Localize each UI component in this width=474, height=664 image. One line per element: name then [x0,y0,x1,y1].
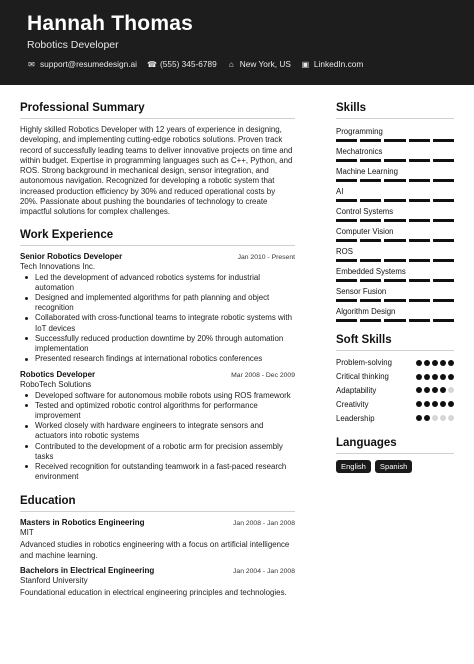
experience-title: Work Experience [20,229,295,246]
soft-skill-row [336,356,454,370]
home-icon: ⌂ [228,59,234,69]
job-company: Tech Innovations Inc. [20,261,96,271]
skill-bar-segment [433,139,454,142]
skill-bar-segment [360,299,381,302]
rating-dot [448,415,454,421]
contact-phone[interactable] [147,59,217,69]
skill-bar-segment [360,239,381,242]
education-entry [20,518,295,561]
languages-section [336,437,454,473]
skill-level-bar [336,159,454,162]
skills-title: Skills [336,102,454,119]
job-entry [20,370,295,483]
soft-skills-section [336,334,454,425]
rating-dot [432,374,438,380]
skill-label: Programming [336,127,383,136]
skill-bar-segment [336,299,357,302]
skill-bar-segment [360,319,381,322]
skill-label: Machine Learning [336,167,398,176]
skill-level-bar [336,299,454,302]
soft-skills-title: Soft Skills [336,334,454,351]
soft-skill-rating [416,415,454,421]
contact-email[interactable] [27,59,137,69]
skill-bar-segment [384,139,405,142]
sidebar-column [336,102,454,473]
skill-bar-segment [433,279,454,282]
skill-bar-segment [360,259,381,262]
rating-dot [448,401,454,407]
soft-skill-label: Critical thinking [336,372,389,382]
soft-skill-row [336,384,454,398]
skill-label: Embedded Systems [336,267,406,276]
skill-bar-segment [360,159,381,162]
skill-bar-segment [409,219,430,222]
rating-dot [416,401,422,407]
rating-dot [440,415,446,421]
skill-bar-segment [336,219,357,222]
job-title: Robotics Developer [20,369,96,379]
skill-bar-segment [384,219,405,222]
skill-bar-segment [433,159,454,162]
rating-dot [424,360,430,366]
email-text: support@resumedesign.ai [40,59,137,69]
skill-label: ROS [336,247,353,256]
job-bullet: Successfully reduced production downtime by 20% through automation implementation [20,334,295,354]
rating-dot [424,401,430,407]
skill-level-bar [336,279,454,282]
skill-bar-segment [409,159,430,162]
skill-bar-segment [433,239,454,242]
soft-skill-label: Adaptability [336,385,377,395]
rating-dot [440,360,446,366]
skill-bar-segment [360,199,381,202]
rating-dot [424,387,430,393]
soft-skill-row [336,370,454,384]
degree-dates: Jan 2008 - Jan 2008 [233,520,295,528]
degree-title: Bachelors in Electrical Engineering [20,565,155,575]
skill-bar-segment [409,239,430,242]
education-entry [20,566,295,598]
rating-dot [432,401,438,407]
languages-title: Languages [336,437,454,454]
skill-label: Algorithm Design [336,307,396,316]
education-section [20,495,295,598]
job-bullet: Collaborated with cross-functional teams to integrate robotic systems with IoT devices [20,313,295,333]
job-bullet: Received recognition for outstanding teamwork in a fast-paced research environment [20,462,295,482]
resume-header [0,0,474,85]
skill-label: Control Systems [336,207,394,216]
skill-bar-segment [409,279,430,282]
skill-level-bar [336,199,454,202]
skill-bar-segment [433,179,454,182]
rating-dot [424,374,430,380]
skill-bar-segment [336,319,357,322]
education-title: Education [20,495,295,512]
skill-bar-segment [360,279,381,282]
skill-level-bar [336,259,454,262]
rating-dot [416,360,422,366]
skill-bar-segment [384,199,405,202]
job-bullet: Designed and implemented algorithms for path planning and object recognition [20,293,295,313]
skill-bar-segment [384,279,405,282]
soft-skill-row [336,411,454,425]
phone-text: (555) 345-6789 [159,59,217,69]
main-column [20,102,295,598]
skill-bar-segment [433,299,454,302]
rating-dot [416,374,422,380]
skill-level-bar [336,219,454,222]
rating-dot [432,387,438,393]
rating-dot [440,374,446,380]
language-badge: Spanish [375,460,412,473]
contact-location [227,59,291,69]
skill-bar-segment [360,179,381,182]
skill-bar-segment [409,179,430,182]
languages-list [336,460,454,473]
skill-bar-segment [409,259,430,262]
skill-bar-segment [433,319,454,322]
contact-linkedin[interactable] [301,59,363,69]
soft-skill-label: Creativity [336,399,369,409]
job-bullet: Contributed to the development of a robotic arm for precision assembly tasks [20,442,295,462]
rating-dot [416,415,422,421]
job-bullet: Presented research findings at international robotics conferences [20,354,295,364]
skill-bar-segment [384,239,405,242]
rating-dot [448,387,454,393]
skill-level-bar [336,239,454,242]
skill-label: Mechatronics [336,147,383,156]
language-badge: English [336,460,371,473]
soft-skill-label: Leadership [336,413,375,423]
job-bullet: Led the development of advanced robotics systems for industrial automation [20,273,295,293]
contact-bar [27,59,363,69]
experience-section [20,229,295,483]
skill-bar-segment [360,139,381,142]
school-name: Stanford University [20,575,88,585]
skill-bar-segment [433,259,454,262]
degree-description: Advanced studies in robotics engineering with a focus on artificial intelligence and machine learning. [20,540,290,560]
rating-dot [448,374,454,380]
skill-bar-segment [409,199,430,202]
job-bullet: Tested and optimized robotic control algorithms for performance improvement [20,401,295,421]
skill-level-bar [336,319,454,322]
skill-bar-segment [384,259,405,262]
phone-icon: ☎ [146,59,157,69]
skill-bar-segment [384,299,405,302]
envelope-icon: ✉ [28,59,35,69]
skill-level-bar [336,179,454,182]
skill-level-bar [336,139,454,142]
skills-list [336,127,454,322]
skill-bar-segment [384,179,405,182]
skill-bar-segment [336,139,357,142]
degree-dates: Jan 2004 - Jan 2008 [233,567,295,575]
rating-dot [416,387,422,393]
candidate-role: Robotics Developer [27,39,119,51]
skill-bar-segment [336,239,357,242]
job-dates: Jan 2010 - Present [237,253,295,261]
skill-bar-segment [433,219,454,222]
job-dates: Mar 2008 - Dec 2009 [231,371,295,379]
job-bullet: Developed software for autonomous mobile robots using ROS framework [20,391,295,401]
rating-dot [424,415,430,421]
linkedin-text: LinkedIn.com [313,59,364,69]
linkedin-icon: ▣ [301,59,310,69]
candidate-name: Hannah Thomas [27,12,193,35]
soft-skill-rating [416,360,454,366]
degree-title: Masters in Robotics Engineering [20,518,145,528]
job-bullets [20,391,295,483]
soft-skill-rating [416,374,454,380]
summary-section [20,102,295,218]
soft-skill-label: Problem-solving [336,358,392,368]
skill-label: Sensor Fusion [336,287,387,296]
skill-bar-segment [409,139,430,142]
skill-bar-segment [433,199,454,202]
summary-title: Professional Summary [20,102,295,119]
job-company: RoboTech Solutions [20,379,92,389]
degree-description: Foundational education in electrical engineering principles and technologies. [20,587,287,597]
school-name: MIT [20,528,34,538]
skills-section [336,102,454,322]
job-entry [20,252,295,365]
soft-skills-list [336,356,454,425]
soft-skill-rating [416,401,454,407]
skill-bar-segment [360,219,381,222]
skill-bar-segment [336,199,357,202]
rating-dot [432,360,438,366]
skill-bar-segment [336,259,357,262]
skill-bar-segment [384,159,405,162]
rating-dot [440,387,446,393]
skill-bar-segment [409,319,430,322]
skill-bar-segment [384,319,405,322]
soft-skill-rating [416,387,454,393]
job-bullet: Worked closely with hardware engineers to integrate sensors and actuators into robotic systems [20,421,295,441]
summary-text: Highly skilled Robotics Developer with 12 years of experience in designing, developing, and implementing cutting-edge robotics solutions. Proven track record of successfully leading teams to deliver innovative projects on time and within budget. Expertise in programming languages such as C++, Python, and ROS. Strong background in mechanical design, sensor integration, and autonomous navigation. Recognized for developing a robotic system that increased production efficiency by 30% and reduced operational costs by 20%. Passionate about pushing the boundaries of technology to create impactful solutions for complex challenges. [20,125,293,217]
skill-bar-segment [336,179,357,182]
skill-bar-segment [336,159,357,162]
skill-label: AI [336,187,344,196]
soft-skill-row [336,397,454,411]
job-bullets [20,273,295,365]
skill-bar-segment [409,299,430,302]
rating-dot [440,401,446,407]
job-title: Senior Robotics Developer [20,251,123,261]
skill-label: Computer Vision [336,227,394,236]
skill-bar-segment [336,279,357,282]
rating-dot [448,360,454,366]
rating-dot [432,415,438,421]
location-text: New York, US [239,59,291,69]
